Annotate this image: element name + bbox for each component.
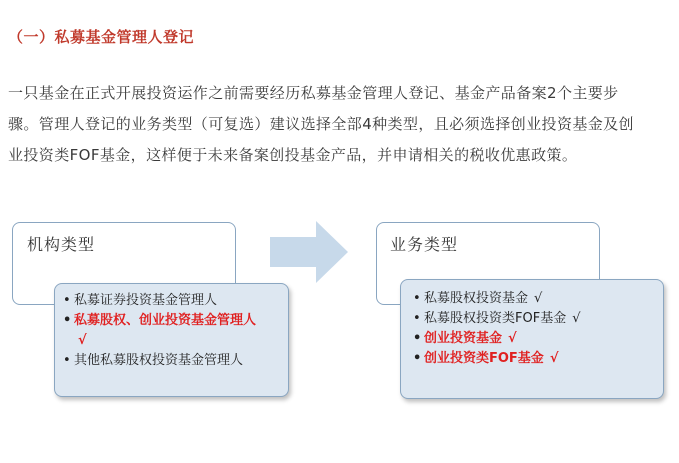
institution-type-list <box>55 284 288 371</box>
body-paragraph <box>8 78 672 171</box>
list-item <box>63 351 288 371</box>
item-text: 创业投资基金 <box>424 331 503 346</box>
item-text: 私募股权投资类FOF基金 <box>424 311 567 326</box>
check-mark: √ <box>78 333 87 348</box>
list-item <box>413 309 663 329</box>
item-text: 私募股权、创业投资基金管理人 <box>74 313 257 328</box>
item-text: 创业投资类FOF基金 <box>424 351 544 366</box>
list-item <box>413 289 663 309</box>
right-arrow-icon <box>270 221 348 283</box>
paragraph-line: 一只基金在正式开展投资运作之前需要经历私募基金管理人登记、基金产品备案2个主要步 <box>8 84 619 102</box>
list-item <box>63 311 288 351</box>
business-type-label: 业务类型 <box>390 235 459 254</box>
section-heading: （一）私募基金管理人登记 <box>8 28 195 46</box>
item-text: 私募证券投资基金管理人 <box>74 293 218 308</box>
check-mark: √ <box>508 331 517 346</box>
check-mark: √ <box>534 291 543 306</box>
institution-type-label: 机构类型 <box>27 235 96 254</box>
check-mark: √ <box>572 311 581 326</box>
business-type-list <box>401 280 663 369</box>
list-item <box>413 349 663 369</box>
institution-type-list-box <box>54 283 289 397</box>
business-type-list-box <box>400 279 664 399</box>
check-mark: √ <box>549 351 559 366</box>
paragraph-line: 业投资类FOF基金，这样便于未来备案创投基金产品，并申请相关的税收优惠政策。 <box>8 146 578 164</box>
item-text: 其他私募股权投资基金管理人 <box>74 353 244 368</box>
list-item <box>413 329 663 349</box>
paragraph-line: 骤。管理人登记的业务类型（可复选）建议选择全部4种类型，且必须选择创业投资基金及创 <box>8 115 634 133</box>
list-item <box>63 291 288 311</box>
item-text: 私募股权投资基金 <box>424 291 529 306</box>
